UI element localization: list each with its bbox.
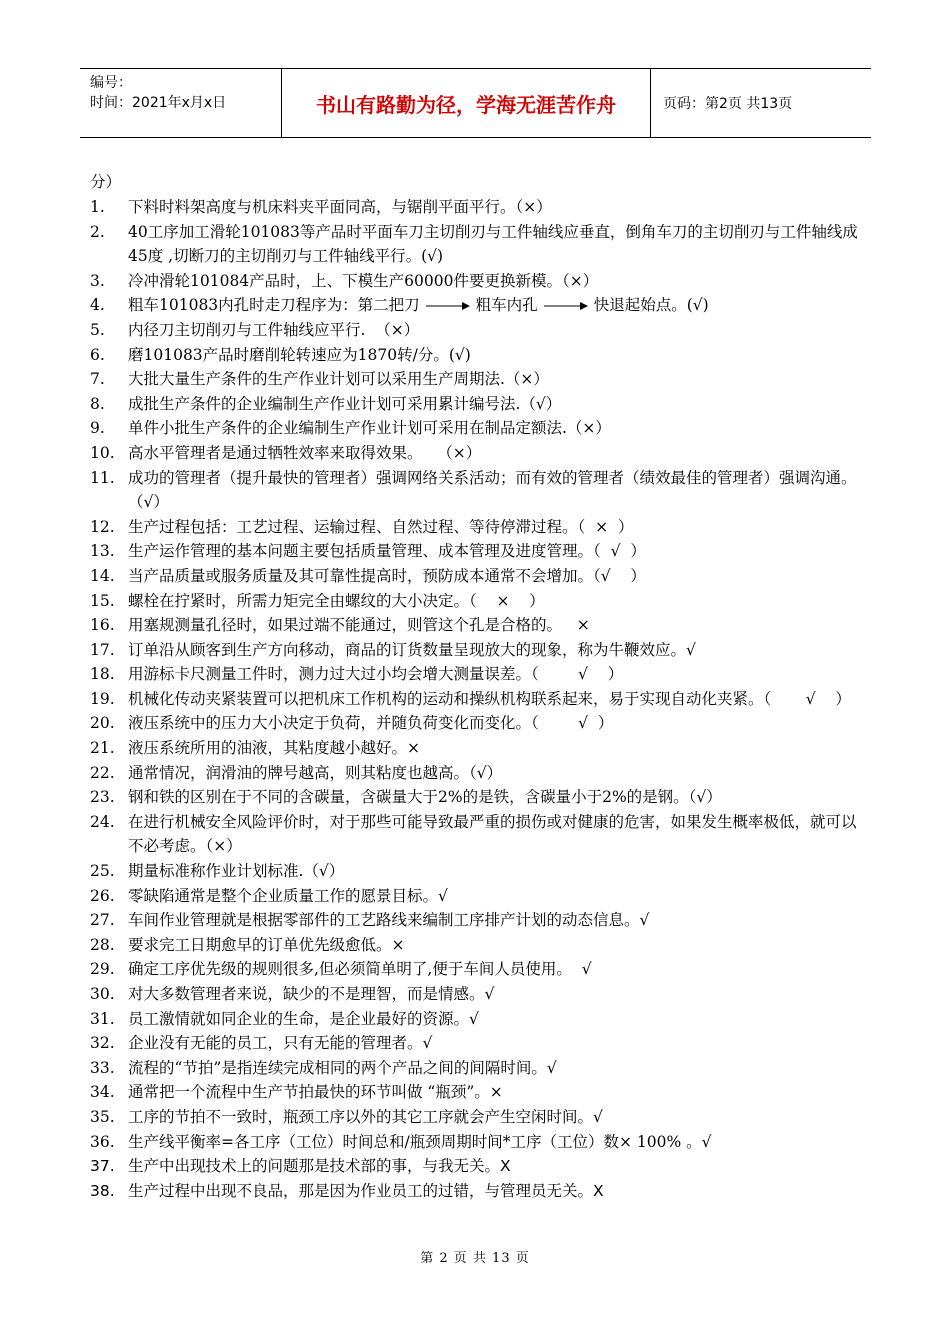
item-text: 工序的节拍不一致时，瓶颈工序以外的其它工序就会产生空闲时间。√ [128, 1107, 603, 1126]
page-header [80, 68, 871, 138]
item-number: 5. [90, 320, 105, 339]
list-item [90, 1130, 862, 1155]
list-item [90, 515, 862, 540]
item-text: 生产过程包括：工艺过程、运输过程、自然过程、等待停滞过程。（ × ） [128, 517, 634, 536]
item-number: 30. [90, 985, 115, 1003]
right-arrow-icon [424, 299, 472, 313]
item-number: 24. [90, 812, 115, 831]
item-text: 磨101083产品时磨削轮转速应为1870转/分。(√) [128, 345, 471, 364]
list-item [90, 293, 862, 318]
list-item [90, 466, 872, 515]
item-text: 车间作业管理就是根据零部件的工艺路线来编制工序排产计划的动态信息。√ [128, 911, 650, 930]
continued-text: 分） [90, 173, 122, 191]
item-number: 27. [90, 911, 115, 930]
item-text: 螺栓在拧紧时，所需力矩完全由螺纹的大小决定。（ × ） [128, 591, 545, 610]
header-meta [80, 69, 282, 137]
list-item [90, 711, 862, 736]
item-text: 单件小批生产条件的企业编制生产作业计划可采用在制品定额法.（×） [128, 419, 611, 438]
question-list [90, 170, 872, 1203]
list-item [90, 441, 862, 466]
item-number: 36. [90, 1132, 115, 1151]
item-number: 17. [90, 640, 115, 659]
list-item [90, 810, 862, 859]
item-text-part: 粗车101083内孔时走刀程序为：第二把刀 [128, 296, 420, 315]
list-item [90, 367, 862, 392]
header-page-number: 页码：第2页 共13页 [663, 96, 793, 112]
item-number: 34. [90, 1083, 115, 1102]
item-number: 32. [90, 1034, 115, 1053]
list-item [90, 1031, 862, 1056]
item-text: 在进行机械安全风险评价时，对于那些可能导致最严重的损伤或对健康的危害，如果发生概率极低，就可以不必考虑。（×） [128, 812, 857, 856]
item-text-part: 粗车内孔 [475, 296, 538, 315]
item-number: 15. [90, 591, 115, 610]
item-number: 22. [90, 763, 115, 782]
item-text-part: 快退起始点。(√) [593, 296, 709, 315]
item-number: 23. [90, 788, 115, 807]
list-item [90, 392, 862, 417]
list-item [90, 613, 862, 638]
document-date: 时间：2021年x月x日 [90, 95, 227, 111]
item-text: 员工激情就如同企业的生命，是企业最好的资源。√ [128, 1009, 479, 1028]
item-text: 对大多数管理者来说，缺少的不是理智，而是情感。√ [128, 985, 495, 1003]
item-text: 生产中出现技术上的问题那是技术部的事，与我无关。X [128, 1157, 511, 1176]
item-number: 33. [90, 1058, 115, 1077]
list-item [90, 957, 862, 982]
item-number: 29. [90, 960, 115, 979]
list-item [90, 687, 862, 712]
item-number: 2. [90, 222, 105, 241]
item-text: 流程的“节拍”是指连续完成相同的两个产品之间的间隔时间。√ [128, 1058, 557, 1077]
item-number: 9. [90, 419, 105, 438]
list-item [90, 269, 862, 294]
list-item [90, 982, 862, 1007]
list-item [90, 908, 862, 933]
list-item [90, 859, 862, 884]
header-motto: 书山有路勤为径，学海无涯苦作舟 [282, 69, 651, 137]
list-item [90, 1056, 862, 1081]
item-text: 冷冲滑轮101084产品时，上、下模生产60000件要更换新模。（×） [128, 271, 599, 290]
item-number: 1. [90, 198, 105, 216]
item-number: 20. [90, 714, 115, 733]
item-number: 13. [90, 542, 115, 561]
item-text: 订单沿从顾客到生产方向移动，商品的订货数量呈现放大的现象，称为牛鞭效应。√ [128, 640, 696, 659]
list-item [90, 564, 862, 589]
item-text: 零缺陷通常是整个企业质量工作的愿景目标。√ [128, 886, 448, 905]
item-number: 11. [90, 468, 115, 487]
list-item [90, 343, 862, 368]
page-footer: 第 2 页 共 13 页 [420, 1251, 530, 1266]
item-text: 通常情况，润滑油的牌号越高，则其粘度也越高。（√） [128, 763, 503, 782]
item-number: 6. [90, 345, 105, 364]
list-item [90, 220, 862, 269]
item-number: 21. [90, 739, 115, 758]
item-text: 生产过程中出现不良品，那是因为作业员工的过错，与管理员无关。X [128, 1181, 604, 1200]
list-item [90, 1007, 862, 1032]
item-number: 7. [90, 370, 105, 389]
item-number: 4. [90, 296, 105, 315]
item-text: 当产品质量或服务质量及其可靠性提高时，预防成本通常不会增加。（√ ） [128, 566, 646, 585]
item-text: 企业没有无能的员工，只有无能的管理者。√ [128, 1034, 433, 1053]
list-item [90, 1105, 862, 1130]
item-text: 40工序加工滑轮101083等产品时平面车刀主切削刃与工件轴线应垂直，倒角车刀的主切削刃与工件轴线成45度 ,切断刀的主切削刃与工件轴线平行。(√) [128, 222, 858, 266]
list-item [90, 589, 862, 614]
item-number: 37. [90, 1157, 115, 1176]
item-number: 14. [90, 566, 115, 585]
item-text: 用游标卡尺测量工件时，测力过大过小均会增大测量误差。（ √ ） [128, 665, 624, 684]
list-item [90, 761, 862, 786]
item-text: 机械化传动夹紧装置可以把机床工作机构的运动和操纵机构联系起来，易于实现自动化夹紧。（ √ ） [128, 689, 851, 708]
list-item [90, 1179, 862, 1204]
list-item [90, 318, 862, 343]
item-text [128, 293, 862, 318]
item-text: 生产线平衡率=各工序（工位）时间总和/瓶颈周期时间*工序（工位）数× 100% 。√ [128, 1132, 712, 1151]
item-number: 38. [90, 1181, 115, 1200]
item-number: 8. [90, 394, 105, 413]
list-item [90, 736, 862, 761]
list-item [90, 933, 862, 958]
item-text: 高水平管理者是通过牺牲效率来取得效果。 （×） [128, 443, 482, 462]
list-item [90, 195, 862, 220]
item-number: 3. [90, 271, 105, 290]
item-number: 18. [90, 665, 115, 684]
item-text: 通常把一个流程中生产节拍最快的环节叫做 “瓶颈”。× [128, 1083, 503, 1102]
list-item [90, 884, 862, 909]
item-number: 28. [90, 935, 115, 954]
item-text: 确定工序优先级的规则很多,但必须简单明了,便于车间人员使用。 √ [128, 960, 592, 979]
item-number: 26. [90, 886, 115, 905]
item-number: 31. [90, 1009, 115, 1028]
list-item [90, 416, 862, 441]
item-text: 期量标准称作业计划标准.（√） [128, 862, 345, 881]
item-number: 35. [90, 1107, 115, 1126]
right-arrow-icon [542, 299, 590, 313]
item-text: 要求完工日期愈早的订单优先级愈低。× [128, 935, 405, 954]
list-item [90, 662, 862, 687]
item-number: 25. [90, 862, 115, 881]
item-text: 成批生产条件的企业编制生产作业计划可采用累计编号法.（√） [128, 394, 562, 413]
item-number: 12. [90, 517, 115, 536]
document-number-label: 编号： [90, 75, 132, 91]
item-text: 液压系统中的压力大小决定于负荷，并随负荷变化而变化。（ √ ） [128, 714, 614, 733]
item-text: 钢和铁的区别在于不同的含碳量，含碳量大于2%的是铁，含碳量小于2%的是钢。（√） [128, 788, 722, 807]
item-text: 液压系统所用的油液，其粘度越小越好。× [128, 739, 420, 758]
item-number: 16. [90, 616, 115, 635]
item-text: 生产运作管理的基本问题主要包括质量管理、成本管理及进度管理。（ √ ） [128, 542, 646, 561]
list-item [90, 539, 862, 564]
item-number: 10. [90, 443, 115, 462]
item-text: 用塞规测量孔径时，如果过端不能通过，则管这个孔是合格的。 × [128, 616, 590, 635]
item-text: 内径刀主切削刃与工件轴线应平行. （×） [128, 320, 420, 339]
item-text: 下料时料架高度与机床料夹平面同高，与锯削平面平行。（×） [128, 198, 552, 216]
list-item [90, 1154, 862, 1179]
list-item [90, 638, 862, 663]
item-number: 19. [90, 689, 115, 708]
list-item [90, 1080, 862, 1105]
item-text: 大批大量生产条件的生产作业计划可以采用生产周期法.（×） [128, 370, 549, 389]
item-text: 成功的管理者（提升最快的管理者）强调网络关系活动；而有效的管理者（绩效最佳的管理者）强调沟通。 （√） [128, 468, 872, 512]
list-item [90, 785, 862, 810]
